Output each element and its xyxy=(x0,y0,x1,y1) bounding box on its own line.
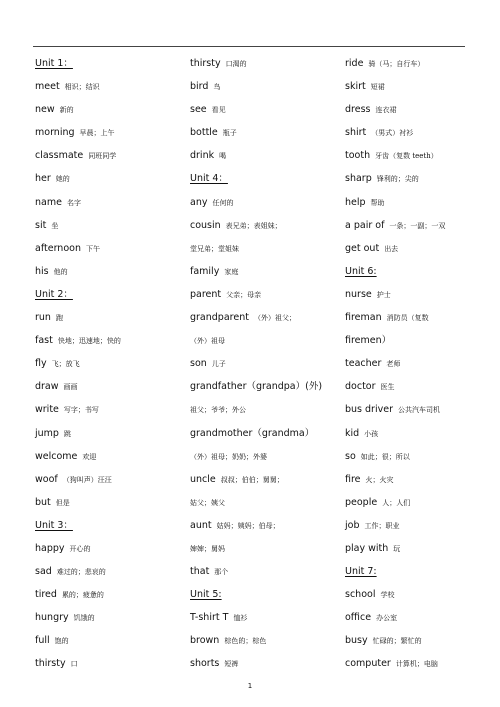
vocab-entry xyxy=(190,606,335,629)
english-word: get out xyxy=(345,242,380,254)
vocab-entry xyxy=(190,375,335,398)
english-word: tooth xyxy=(345,150,371,162)
chinese-meaning: 喝 xyxy=(219,152,227,161)
vocab-entry xyxy=(35,306,180,329)
vocab-entry xyxy=(345,514,470,537)
vocab-entry xyxy=(190,191,335,214)
chinese-meaning: 看见 xyxy=(211,106,226,115)
chinese-meaning: 口渴的 xyxy=(225,60,247,68)
english-word: doctor xyxy=(345,381,376,393)
english-word: grandparent xyxy=(190,312,249,324)
chinese-meaning: 医生 xyxy=(380,383,395,392)
chinese-meaning: 办公室 xyxy=(376,614,398,623)
chinese-meaning: （狗叫声）汪汪 xyxy=(62,475,112,484)
english-word: classmate xyxy=(35,150,84,162)
vocab-entry xyxy=(35,606,180,629)
english-word: uncle xyxy=(190,473,216,485)
vocab-entry xyxy=(190,491,335,514)
vocab-entry xyxy=(190,468,335,491)
english-word: sharp xyxy=(345,173,372,185)
english-word: job xyxy=(345,519,360,531)
chinese-meaning: 出去 xyxy=(384,244,399,253)
vocab-entry xyxy=(345,629,470,652)
vocab-entry xyxy=(35,445,180,468)
english-word: name xyxy=(35,196,62,208)
vocab-entry xyxy=(190,144,335,167)
vocab-entry xyxy=(345,606,470,629)
vocab-entry xyxy=(345,352,470,375)
vocab-entry xyxy=(345,583,470,606)
vocab-entry xyxy=(345,491,470,514)
english-word: draw xyxy=(35,381,59,393)
chinese-meaning: 那个 xyxy=(214,568,229,577)
chinese-meaning: （外）祖母；奶奶；外婆 xyxy=(190,452,267,461)
english-word: Unit 4： xyxy=(190,173,228,185)
chinese-meaning: 同班同学 xyxy=(88,152,117,161)
chinese-meaning: 短裙 xyxy=(370,83,385,92)
english-word: thirsty xyxy=(35,658,66,670)
vocab-entry xyxy=(345,283,470,306)
english-word: grandmother（grandma） xyxy=(190,427,315,439)
english-word: her xyxy=(35,173,51,185)
unit-heading xyxy=(345,560,470,583)
chinese-meaning: 祖父；爷爷；外公 xyxy=(190,406,246,415)
vocab-entry xyxy=(345,98,470,121)
english-word: T-shirt T xyxy=(190,612,229,624)
english-word: bus driver xyxy=(345,404,393,416)
chinese-meaning: 瓶子 xyxy=(222,129,237,138)
chinese-meaning: 人；人们 xyxy=(382,498,411,507)
vocab-column-1 xyxy=(35,52,180,676)
vocab-entry xyxy=(345,75,470,98)
unit-heading xyxy=(35,283,180,306)
vocab-entry xyxy=(190,98,335,121)
english-word: grandfather（grandpa）(外) xyxy=(190,381,323,393)
english-word: run xyxy=(35,312,51,324)
vocab-entry xyxy=(190,422,335,445)
chinese-meaning: 新的 xyxy=(59,106,74,115)
vocab-entry xyxy=(345,167,470,190)
chinese-meaning: 短裤 xyxy=(224,660,239,669)
chinese-meaning: 如此；很；所以 xyxy=(360,452,410,461)
chinese-meaning: 小孩 xyxy=(364,429,379,438)
vocab-entry xyxy=(345,422,470,445)
english-word: busy xyxy=(345,635,368,647)
chinese-meaning: 姑妈；姨妈；伯母； xyxy=(216,521,280,530)
english-word: that xyxy=(190,566,210,578)
english-word: kid xyxy=(345,427,360,439)
vocab-entry xyxy=(190,237,335,260)
english-word: Unit 6: xyxy=(345,265,377,277)
vocab-column-3 xyxy=(345,52,470,676)
vocab-entry xyxy=(190,560,335,583)
english-word: welcome xyxy=(35,450,78,462)
vocab-entry xyxy=(35,398,180,421)
chinese-meaning: 骑（马；自行车） xyxy=(368,60,425,68)
chinese-meaning: 火；火灾 xyxy=(365,475,394,484)
chinese-meaning: （外）祖母 xyxy=(190,337,225,346)
chinese-meaning: 堂兄弟；堂姐妹 xyxy=(190,244,239,253)
english-word: any xyxy=(190,196,208,208)
english-word: school xyxy=(345,589,376,601)
vocab-entry xyxy=(345,329,470,352)
english-word: bird xyxy=(190,81,209,93)
chinese-meaning: 玩 xyxy=(393,544,401,553)
english-word: jump xyxy=(35,427,59,439)
vocab-entry xyxy=(345,121,470,144)
vocab-entry xyxy=(345,52,470,75)
english-word: full xyxy=(35,635,50,647)
english-word: Unit 1： xyxy=(35,58,73,69)
english-word: fly xyxy=(35,358,47,370)
chinese-meaning: 他的 xyxy=(53,267,68,276)
english-word: aunt xyxy=(190,519,212,531)
english-word: ride xyxy=(345,58,364,69)
english-word: woof xyxy=(35,473,58,485)
vocab-entry xyxy=(190,652,335,675)
vocab-entry xyxy=(35,329,180,352)
english-word: tired xyxy=(35,589,57,601)
english-word: sad xyxy=(35,566,52,578)
chinese-meaning: 欢迎 xyxy=(82,452,97,461)
page-number: 1 xyxy=(247,682,253,690)
english-word: help xyxy=(345,196,366,208)
unit-heading xyxy=(35,52,180,75)
chinese-meaning: 相识；结识 xyxy=(64,83,100,92)
chinese-meaning: 计算机；电脑 xyxy=(395,660,438,669)
vocab-entry xyxy=(190,352,335,375)
english-word: happy xyxy=(35,542,65,554)
chinese-meaning: 累的；疲惫的 xyxy=(61,591,104,600)
chinese-meaning: 公共汽车司机 xyxy=(397,406,440,415)
chinese-meaning: 老师 xyxy=(386,360,401,369)
english-word: morning xyxy=(35,127,75,139)
english-word: brown xyxy=(190,635,220,647)
english-word: cousin xyxy=(190,219,221,231)
english-word: Unit 3： xyxy=(35,519,73,531)
chinese-meaning: 早晨；上午 xyxy=(79,129,115,138)
vocab-entry xyxy=(35,121,180,144)
chinese-meaning: （外）祖父； xyxy=(253,314,296,323)
vocab-entry xyxy=(345,375,470,398)
english-word: bottle xyxy=(190,127,218,139)
chinese-meaning: 任何的 xyxy=(212,198,234,207)
chinese-meaning: 表兄弟；表姐妹； xyxy=(225,221,282,230)
chinese-meaning: 姑父；姨父 xyxy=(190,498,225,507)
vocab-entry xyxy=(190,306,335,329)
chinese-meaning: 但是 xyxy=(55,498,70,507)
chinese-meaning: 开心的 xyxy=(69,544,91,553)
english-word: hungry xyxy=(35,612,69,624)
vocab-entry xyxy=(35,352,180,375)
english-word: dress xyxy=(345,104,371,116)
english-word: new xyxy=(35,104,55,116)
english-word: Unit 5: xyxy=(190,589,222,601)
chinese-meaning: （男式）衬衫 xyxy=(371,129,414,138)
vocab-entry xyxy=(35,75,180,98)
chinese-meaning: 帮助 xyxy=(370,198,385,207)
english-word: teacher xyxy=(345,358,382,370)
vocab-entry xyxy=(190,398,335,421)
chinese-meaning: 连衣裙 xyxy=(375,106,397,115)
english-word: parent xyxy=(190,288,222,300)
unit-heading xyxy=(345,260,470,283)
english-word: meet xyxy=(35,81,60,93)
chinese-meaning: 画画 xyxy=(63,383,78,392)
vocab-column-2 xyxy=(190,52,335,676)
chinese-meaning: 飞；放飞 xyxy=(51,360,80,369)
english-word: a pair of xyxy=(345,219,385,231)
english-word: see xyxy=(190,104,207,116)
chinese-meaning: 儿子 xyxy=(211,360,226,369)
unit-heading xyxy=(190,583,335,606)
vocab-entry xyxy=(190,329,335,352)
vocab-entry xyxy=(35,629,180,652)
english-word: shorts xyxy=(190,658,220,670)
chinese-meaning: 跑 xyxy=(55,314,63,323)
vocab-entry xyxy=(345,398,470,421)
english-word: computer xyxy=(345,658,391,670)
chinese-meaning: 口 xyxy=(70,660,78,669)
chinese-meaning: 叔叔；伯伯；舅舅； xyxy=(220,475,284,484)
english-word: nurse xyxy=(345,288,372,300)
vocab-entry xyxy=(35,652,180,675)
unit-heading xyxy=(190,167,335,190)
chinese-meaning: 写字；书写 xyxy=(63,406,99,415)
english-word: people xyxy=(345,496,378,508)
english-word: fireman xyxy=(345,312,382,324)
vocab-entry xyxy=(35,491,180,514)
top-rule xyxy=(33,46,465,47)
vocab-entry xyxy=(345,468,470,491)
chinese-meaning: 恤衫 xyxy=(233,614,248,623)
english-word: fire xyxy=(345,473,361,485)
vocab-entry xyxy=(35,537,180,560)
vocab-entry xyxy=(35,422,180,445)
chinese-meaning: 锋利的；尖的 xyxy=(376,175,419,184)
vocab-entry xyxy=(345,214,470,237)
chinese-meaning: 名字 xyxy=(66,198,81,207)
chinese-meaning: 坐 xyxy=(51,221,59,230)
chinese-meaning: 学校 xyxy=(380,591,395,600)
chinese-meaning: 消防员（复数 xyxy=(386,314,429,323)
english-word: so xyxy=(345,450,356,462)
vocab-entry xyxy=(345,537,470,560)
vocab-entry xyxy=(35,583,180,606)
vocab-entry xyxy=(35,167,180,190)
vocab-entry xyxy=(35,237,180,260)
vocab-entry xyxy=(190,445,335,468)
chinese-meaning: 一条；一副；一双 xyxy=(389,221,446,230)
english-word: thirsty xyxy=(190,58,221,69)
english-word: play with xyxy=(345,542,389,554)
chinese-meaning: 棕色的；棕色 xyxy=(224,637,267,646)
english-word: write xyxy=(35,404,59,416)
chinese-meaning: 鸟 xyxy=(213,83,221,92)
english-word: drink xyxy=(190,150,215,162)
vocab-entry xyxy=(345,445,470,468)
chinese-meaning: 婶婶；舅妈 xyxy=(190,544,225,553)
english-word: son xyxy=(190,358,207,370)
chinese-meaning: 饱的 xyxy=(54,637,69,646)
vocab-entry xyxy=(35,560,180,583)
english-word: his xyxy=(35,265,49,277)
english-word: afternoon xyxy=(35,242,81,254)
vocab-entry xyxy=(35,214,180,237)
chinese-meaning: 难过的；悲哀的 xyxy=(56,568,106,577)
english-word: Unit 2： xyxy=(35,288,73,300)
vocab-entry xyxy=(35,375,180,398)
vocab-entry xyxy=(190,121,335,144)
english-word: but xyxy=(35,496,51,508)
english-word: family xyxy=(190,265,220,277)
vocab-entry xyxy=(345,237,470,260)
vocab-entry xyxy=(190,283,335,306)
chinese-meaning: 护士 xyxy=(376,290,391,299)
vocab-entry xyxy=(190,629,335,652)
english-word: Unit 7: xyxy=(345,566,377,578)
chinese-meaning: 忙碌的；繁忙的 xyxy=(372,637,422,646)
english-word: shirt xyxy=(345,127,367,139)
chinese-meaning: 家庭 xyxy=(224,267,239,276)
english-word: fast xyxy=(35,335,53,347)
vocab-entry xyxy=(345,191,470,214)
vocab-entry xyxy=(345,652,470,675)
chinese-meaning: 跳 xyxy=(63,429,71,438)
chinese-meaning: 牙齿（复数 teeth） xyxy=(375,152,438,161)
vocab-entry xyxy=(35,144,180,167)
vocab-entry xyxy=(190,75,335,98)
english-word: firemen） xyxy=(345,335,392,347)
english-word: sit xyxy=(35,219,47,231)
chinese-meaning: 快地；迅速地；快的 xyxy=(57,337,121,346)
unit-heading xyxy=(35,514,180,537)
chinese-meaning: 父亲；母亲 xyxy=(226,290,262,299)
vocab-entry xyxy=(190,537,335,560)
chinese-meaning: 她的 xyxy=(55,175,70,184)
chinese-meaning: 下午 xyxy=(85,244,100,253)
vocab-entry xyxy=(345,144,470,167)
chinese-meaning: 工作；职业 xyxy=(364,521,400,530)
vocab-entry xyxy=(35,191,180,214)
vocab-entry xyxy=(35,98,180,121)
vocab-entry xyxy=(190,214,335,237)
chinese-meaning: 饥饿的 xyxy=(73,614,95,623)
english-word: skirt xyxy=(345,81,366,93)
vocab-entry xyxy=(345,306,470,329)
english-word: office xyxy=(345,612,372,624)
vocab-entry xyxy=(190,260,335,283)
vocab-entry xyxy=(190,514,335,537)
vocab-entry xyxy=(190,52,335,75)
vocab-entry xyxy=(35,260,180,283)
vocab-entry xyxy=(35,468,180,491)
